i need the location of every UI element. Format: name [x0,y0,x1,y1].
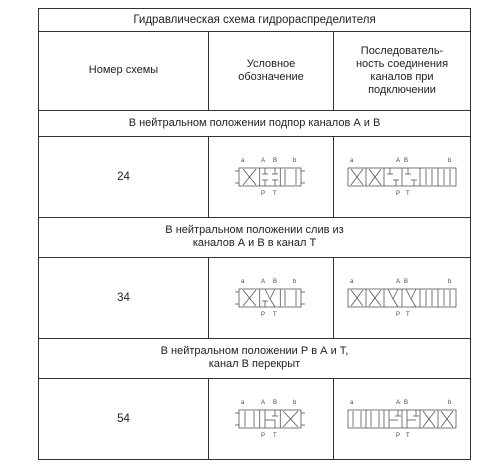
svg-text:T: T [406,311,410,318]
svg-text:P: P [261,432,266,439]
svg-text:T: T [273,432,277,439]
svg-text:B: B [273,278,278,285]
valve-symbol-24 [221,154,321,200]
svg-text:a: a [241,278,245,285]
scheme-number-54: 54 [39,378,209,459]
sequence-cell-34 [334,257,471,338]
hydraulic-scheme-table [38,8,471,460]
scheme-number-24: 24 [39,136,209,217]
svg-text:P: P [396,432,401,439]
svg-text:B: B [273,399,278,406]
symbol-cell-34 [209,257,334,338]
scheme-number-34: 34 [39,257,209,338]
svg-text:T: T [273,311,277,318]
svg-text:b: b [448,399,452,406]
svg-text:A: A [396,157,401,164]
header-connection-sequence: Последователь- ность соединения каналов при подключении [334,31,471,110]
svg-text:A: A [261,399,266,406]
symbol-cell-24 [209,136,334,217]
section-title-54: В нейтральном положении Р в А и Т, канал В перекрыт [39,338,471,378]
valve-symbol-34 [221,275,321,321]
sequence-cell-24 [334,136,471,217]
port-label-T: T [273,190,277,197]
sequence-symbol-24 [342,154,462,200]
svg-text:B: B [404,399,409,406]
table-title: Гидравлическая схема гидрораспределителя [39,9,471,32]
svg-text:P: P [396,190,401,197]
svg-text:P: P [396,311,401,318]
svg-text:A: A [396,399,401,406]
svg-text:a: a [350,278,354,285]
sequence-symbol-34 [342,275,462,321]
svg-text:b: b [448,157,452,164]
port-label-a: a [241,157,245,164]
svg-text:A: A [261,278,266,285]
svg-text:B: B [404,278,409,285]
svg-text:b: b [448,278,452,285]
sequence-cell-54 [334,378,471,459]
svg-text:a: a [350,399,354,406]
svg-text:T: T [406,190,410,197]
valve-symbol-54 [221,396,321,442]
svg-text:T: T [406,432,410,439]
header-symbol: Условное обозначение [209,31,334,110]
svg-text:a: a [241,399,245,406]
sequence-symbol-54 [342,396,462,442]
header-scheme-number: Номер схемы [39,31,209,110]
port-label-P: P [261,190,266,197]
symbol-cell-54 [209,378,334,459]
port-label-b: b [293,157,297,164]
svg-text:A: A [396,278,401,285]
svg-text:P: P [261,311,266,318]
section-title-24: В нейтральном положении подпор каналов А и В [39,110,471,136]
port-label-A: A [261,157,266,164]
section-title-34: В нейтральном положении слив из каналов А и В в канал Т [39,217,471,257]
svg-text:b: b [293,278,297,285]
svg-text:b: b [293,399,297,406]
svg-text:a: a [350,157,354,164]
svg-text:B: B [404,157,409,164]
port-label-B: B [273,157,278,164]
